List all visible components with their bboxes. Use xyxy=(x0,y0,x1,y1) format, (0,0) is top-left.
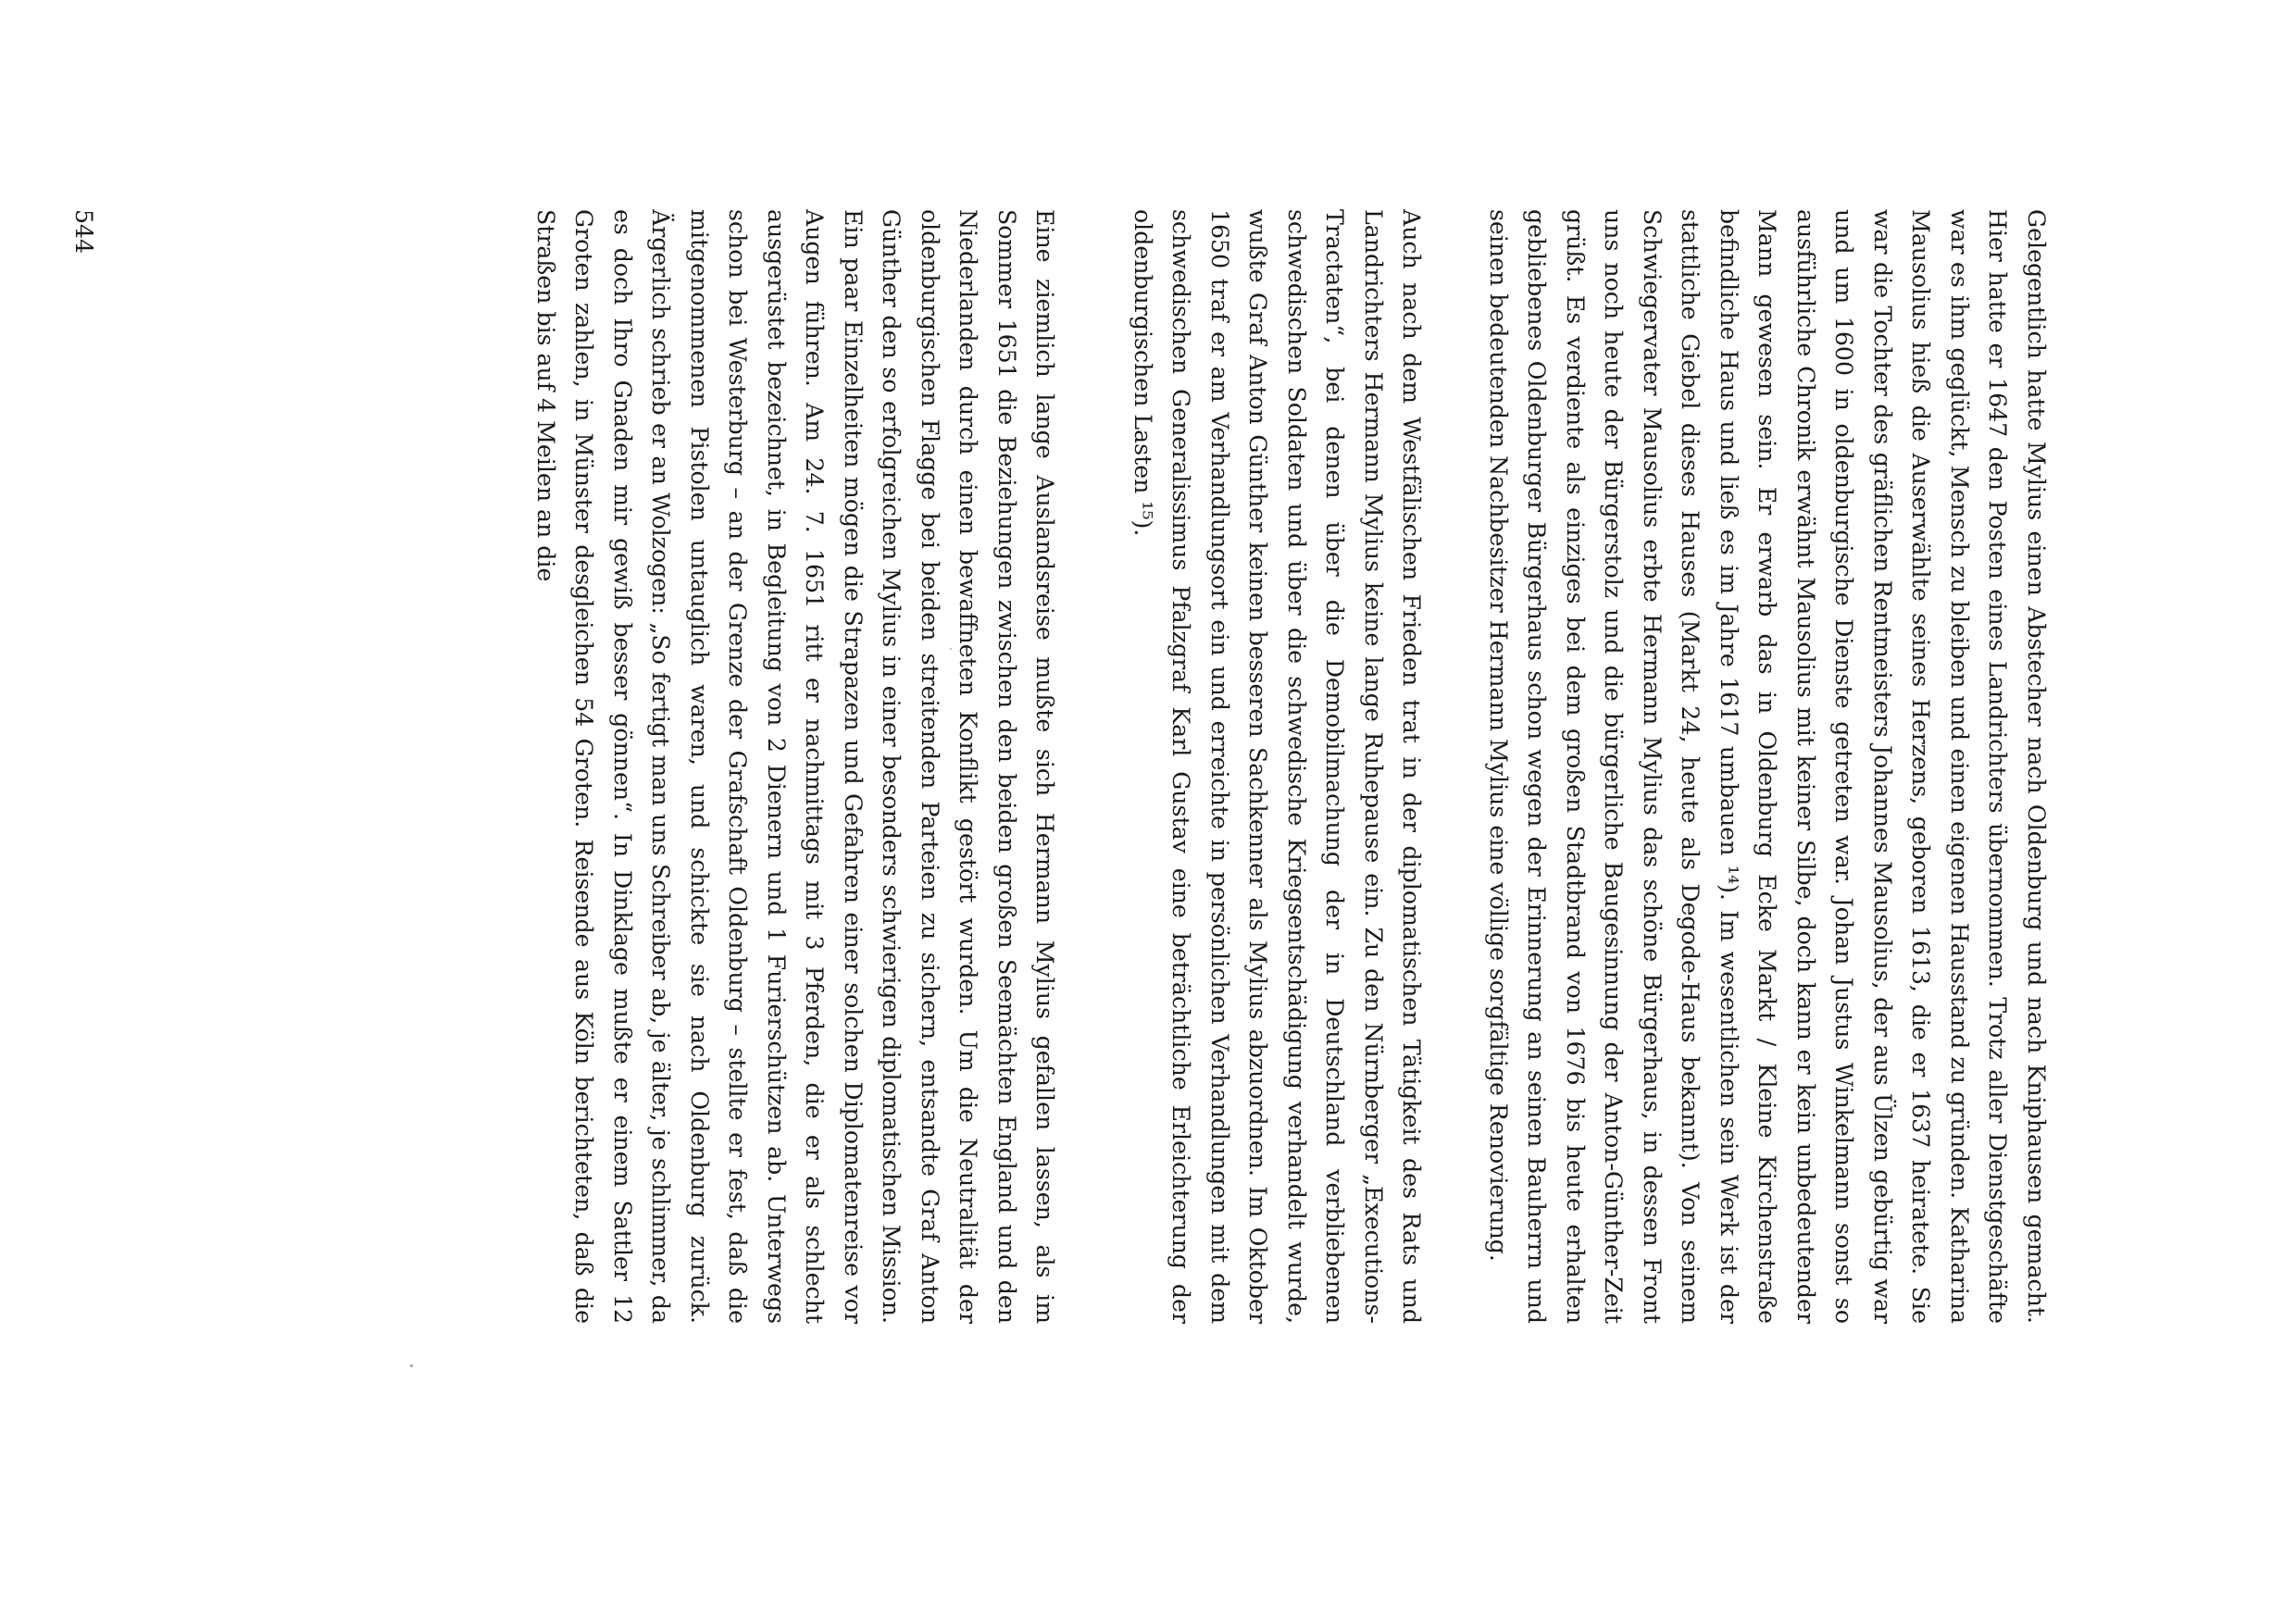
scan-speck xyxy=(410,1364,413,1367)
paragraph-nuremberg-executions: Auch nach dem Westfälischen Frieden trat in der diplomatischen Tätigkeit des Rats und Landrichters Hermann Mylius keine lange Ruhepause ein. Zu den Nürnberger „Executions-Tractaten“, bei denen über die Demobilmachung der in Deutschland verbliebenen schwedischen Soldaten und über die schwedische Kriegsentschädigung verhandelt wurde, wußte Graf Anton Günther keinen besseren Sachkenner als Mylius abzuordnen. Im Oktober 1650 traf er am Verhandlungsort ein und erreichte in persönlichen Verhandlungen mit dem schwedischen Generalissimus Pfalzgraf Karl Gustav eine beträchtliche Erleichterung der oldenburgischen Lasten ¹⁵). xyxy=(1129,209,1426,1324)
book-page xyxy=(56,209,2055,1324)
paragraph-foreign-journey: Eine ziemlich lange Auslandsreise mußte sich Hermann Mylius gefallen lassen, als im Sommer 1651 die Beziehungen zwischen den beiden großen Seemächten England und den Niederlanden durch einen bewaffneten Konflikt gestört wurden. Um die Neutralität der oldenburgischen Flagge bei beiden streitenden Parteien zu sichern, entsandte Graf Anton Günther den so erfolgreichen Mylius in einer besonders schwierigen diplomatischen Mission. Ein paar Einzelheiten mögen die Strapazen und Gefahren einer solchen Diplomatenreise vor Augen führen. Am 24. 7. 1651 ritt er nachmittags mit 3 Pferden, die er als schlecht ausgerüstet bezeichnet, in Begleitung von 2 Dienern und 1 Furierschützen ab. Unterwegs schon bei Westerburg – an der Grenze der Grafschaft Oldenburg – stellte er fest, daß die mitgenommenen Pistolen untauglich waren, und schickte sie nach Oldenburg zurück. Ärgerlich schrieb er an Wolzogen: „So fertigt man uns Schreiber ab, je älter, je schlimmer, da es doch Ihro Gnaden mir gewiß besser gönnen“. In Dinklage mußte er einem Sattler 12 Groten zahlen, in Münster desgleichen 54 Groten. Reisende aus Köln berichteten, daß die Straßen bis auf 4 Meilen an die xyxy=(532,209,1059,1324)
page-number: 544 xyxy=(70,209,98,255)
scan-speck xyxy=(950,648,952,650)
paragraph-mylius-household: Gelegentlich hatte Mylius einen Abstecher nach Oldenburg und nach Kniphausen gemacht. Hier hatte er 1647 den Posten eines Landrichters übernommen. Trotz aller Dienstgeschäfte war es ihm geglückt, Mensch zu bleiben und einen eigenen Hausstand zu gründen. Katharina Mausolius hieß die Auserwählte seines Herzens, geboren 1613, die er 1637 heiratete. Sie war die Tochter des gräflichen Rentmeisters Johannes Mausolius, der aus Ülzen gebürtig war und um 1600 in oldenburgische Dienste getreten war. Johan Justus Winkelmann sonst so ausführliche Chronik erwähnt Mausolius mit keiner Silbe, doch kann er kein unbedeutender Mann gewesen sein. Er erwarb das in Oldenburg Ecke Markt / Kleine Kirchenstraße befindliche Haus und ließ es im Jahre 1617 umbauen ¹⁴). Im wesentlichen sein Werk ist der stattliche Giebel dieses Hauses (Markt 24, heute als Degode-Haus bekannt). Von seinem Schwiegervater Mausolius erbte Hermann Mylius das schöne Bürgerhaus, in dessen Front uns noch heute der Bürgerstolz und die bürgerliche Baugesinnung der Anton-Günther-Zeit grüßt. Es verdiente als einziges bei dem großen Stadtbrand von 1676 bis heute erhalten gebliebenes Oldenburger Bürgerhaus schon wegen der Erinnerung an seinen Bauherrn und seinen bedeutenden Nachbesitzer Hermann Mylius eine völlige sorgfältige Renovierung. xyxy=(1485,209,2050,1324)
